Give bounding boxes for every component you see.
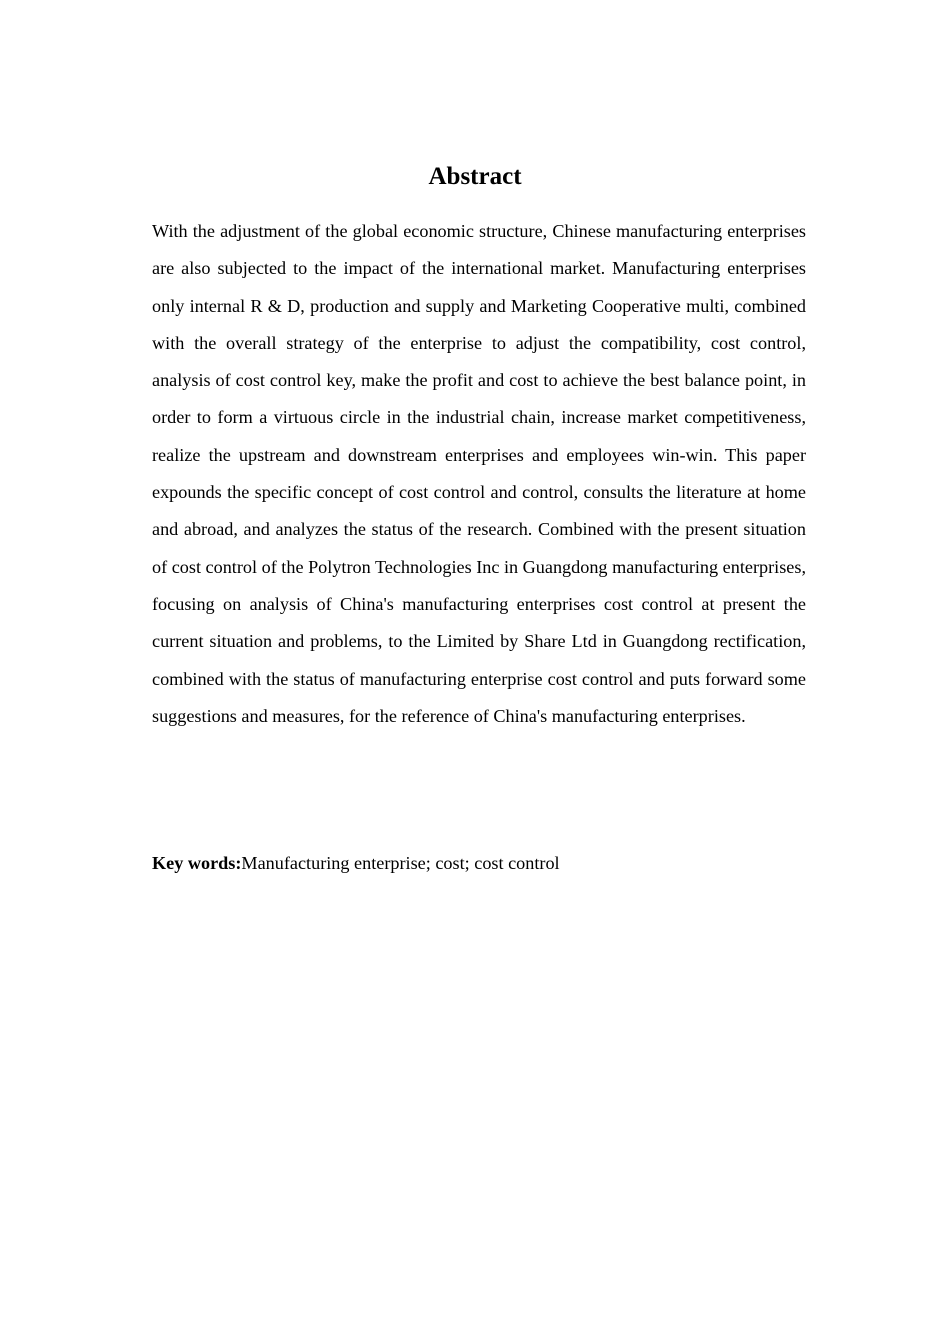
abstract-paragraph: With the adjustment of the global economic structure, Chinese manufacturing enterprises are also subjected to the impact of the international market. Manufacturing enterprises only internal R & D, production and supply and Marketing Cooperative multi, combined with the overall strategy of the enterprise to adjust the compatibility, cost control, analysis of cost control key, make the profit and cost to achieve the best balance point, in order to form a virtuous circle in the industrial chain, increase market competitiveness, realize the upstream and downstream enterprises and employees win-win. This paper expounds the specific concept of cost control and control, consults the literature at home and abroad, and analyzes the status of the research. Combined with the present situation of cost control of the Polytron Technologies Inc in Guangdong manufacturing enterprises, focusing on analysis of China's manufacturing enterprises cost control at present the current situation and problems, to the Limited by Share Ltd in Guangdong rectification, combined with the status of manufacturing enterprise cost control and puts forward some suggestions and measures, for the reference of China's manufacturing enterprises. [152,221,806,726]
keywords-label: Key words: [152,853,242,873]
abstract-heading: Abstract [428,163,522,190]
keywords-value: Manufacturing enterprise; cost; cost control [241,853,560,873]
keywords-line [152,845,806,882]
